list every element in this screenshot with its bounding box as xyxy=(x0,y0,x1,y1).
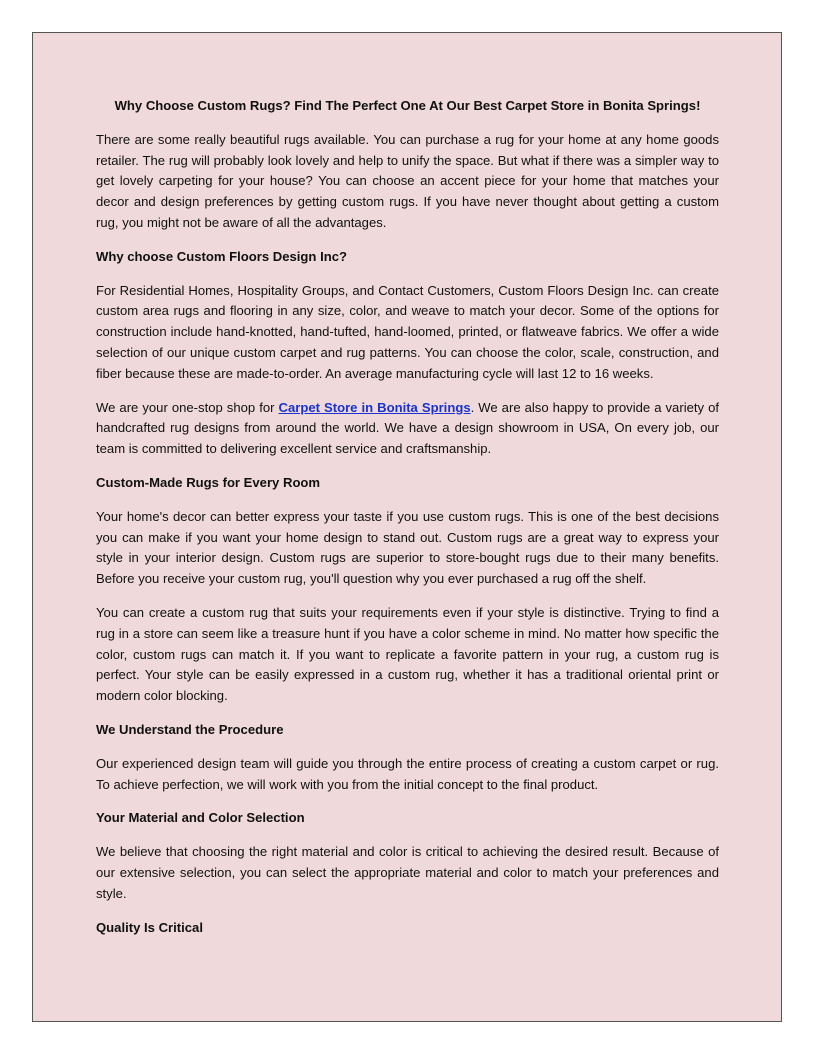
section-heading-why-choose: Why choose Custom Floors Design Inc? xyxy=(96,248,347,264)
paragraph-text-after-link: . We are also happy to provide a variety of handcrafted rug designs from around the world. We have a design showroom in USA, On every job, our team is committed to delivering excellent service and craftsmanship. xyxy=(96,399,719,457)
paragraph-text-before-link: We are your one-stop shop for xyxy=(96,399,279,415)
section-heading-procedure: We Understand the Procedure xyxy=(96,721,284,737)
intro-paragraph: There are some really beautiful rugs available. You can purchase a rug for your home at any home goods retailer. The rug will probably look lovely and help to unify the space. But what if there was a simpler way to get lovely carpeting for your house? You can choose an accent piece for your home that matches your decor and design preferences by getting custom rugs. If you have never thought about getting a custom rug, you might not be aware of all the advantages. xyxy=(96,131,719,230)
paragraph-one-stop-shop xyxy=(96,398,719,460)
section-heading-quality: Quality Is Critical xyxy=(96,919,203,935)
document-body xyxy=(96,96,719,951)
carpet-store-link[interactable]: Carpet Store in Bonita Springs xyxy=(278,399,471,415)
document-title: Why Choose Custom Rugs? Find The Perfect One At Our Best Carpet Store in Bonita Springs! xyxy=(114,98,701,113)
section-heading-custom-made: Custom-Made Rugs for Every Room xyxy=(96,474,321,490)
paragraph-home-decor: Your home's decor can better express your taste if you use custom rugs. This is one of the best decisions you can make if you want your home design to stand out. Custom rugs are a great way to express your style in your interior design. Custom rugs are superior to store-bought rugs due to their many benefits. Before you receive your custom rug, you'll question why you ever purchased a rug off the shelf. xyxy=(96,508,719,587)
paragraph-material-color: We believe that choosing the right material and color is critical to achieving the desired result. Because of our extensive selection, you can select the appropriate material and color to match your preferences and style. xyxy=(96,844,719,901)
section-heading-material-color: Your Material and Color Selection xyxy=(96,810,305,826)
paragraph-custom-floors: For Residential Homes, Hospitality Groups, and Contact Customers, Custom Floors Design Inc. can create custom area rugs and flooring in any size, color, and weave to match your decor. Some of the options for construction include hand-knotted, hand-tufted, hand-loomed, printed, or flatweave fabrics. We offer a wide selection of our unique custom carpet and rug patterns. You can choose the color, scale, construction, and fiber because these are made-to-order. An average manufacturing cycle will last 12 to 16 weeks. xyxy=(96,282,719,381)
paragraph-design-team: Our experienced design team will guide you through the entire process of creating a custom carpet or rug. To achieve perfection, we will work with you from the initial concept to the final product. xyxy=(96,755,719,792)
paragraph-distinctive-style: You can create a custom rug that suits your requirements even if your style is distinctive. Trying to find a rug in a store can seem like a treasure hunt if you have a color scheme in mind. No matter how specific the color, custom rugs can match it. If you want to replicate a favorite pattern in your rug, a custom rug is perfect. Your style can be easily expressed in a custom rug, whether it has a traditional oriental print or modern color blocking. xyxy=(96,604,719,704)
